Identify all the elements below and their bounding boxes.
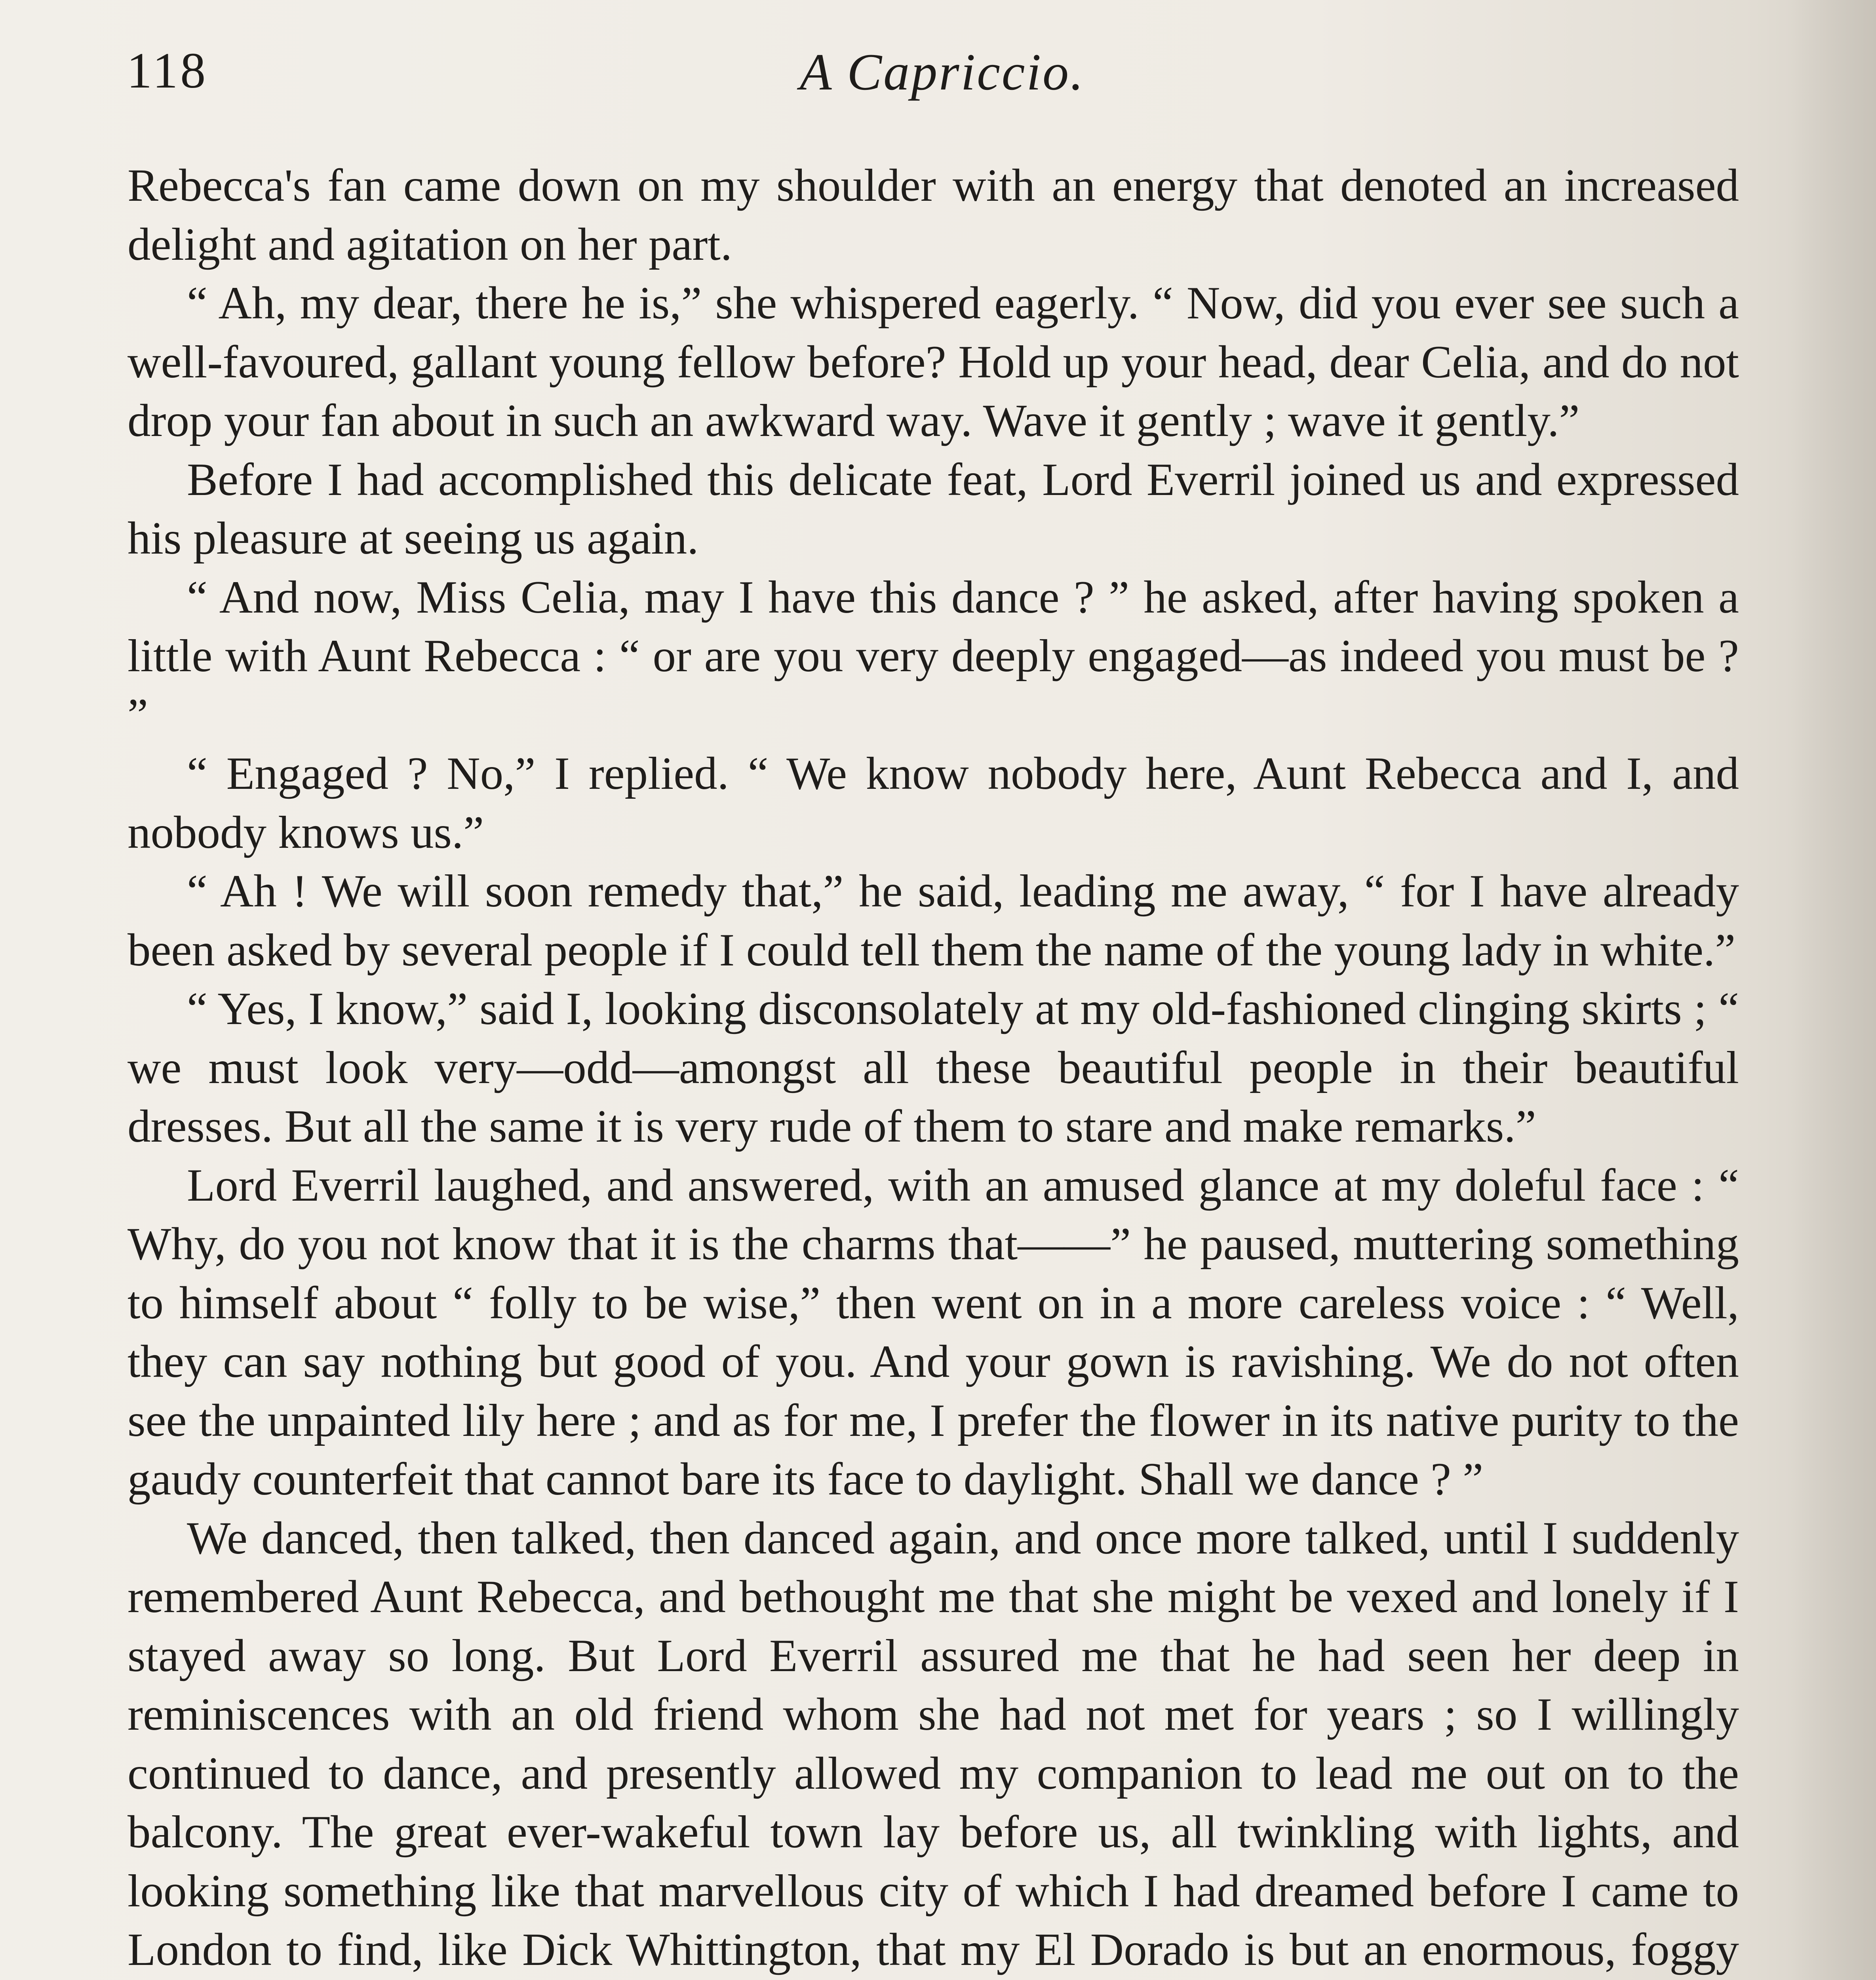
paragraph: “ Engaged ? No,” I replied. “ We know nobody here, Aunt Rebecca and I, and nobody knows us.” bbox=[127, 748, 1739, 858]
paragraph: We danced, then talked, then danced again, and once more talked, until I suddenly remembered Aunt Rebecca, and bethought me that she might be vexed and lonely if I stayed away so long. But Lord Everril assured me that he had seen her deep in reminiscences with an old friend whom she had not met for years ; so I willingly continued to dance, and presently allowed my companion to lead me out on to the balcony. The great ever-wakeful town lay before us, all twinkling with lights, and looking something like that marvellous city of which I had dreamed before I came to London to find, like Dick Whittington, that my El Dorado is but an enormous, foggy bbox=[127, 1512, 1739, 1975]
paragraph: “ And now, Miss Celia, may I have this dance ? ” he asked, after having spoken a little with Aunt Rebecca : “ or are you very deeply engaged—as indeed you must be ? ” bbox=[127, 571, 1739, 741]
page-gutter-shadow bbox=[1790, 0, 1876, 1980]
body-text bbox=[127, 156, 1739, 1980]
paragraph: “ Ah ! We will soon remedy that,” he said, leading me away, “ for I have already been asked by several people if I could tell them the name of the young lady in white.” bbox=[127, 866, 1739, 976]
paragraph: “ Yes, I know,” said I, looking disconsolately at my old-fashioned clinging skirts ; “ we must look very—odd—amongst all these beautiful people in their beautiful dresses. But all the same it is very rude of them to stare and make remarks.” bbox=[127, 983, 1739, 1152]
paragraph: “ Ah, my dear, there he is,” she whispered eagerly. “ Now, did you ever see such a well-favoured, gallant young fellow before? Hold up your head, dear Celia, and do not drop your fan about in such an awkward way. Wave it gently ; wave it gently.” bbox=[127, 278, 1739, 446]
running-head bbox=[127, 42, 1758, 109]
paragraph: Before I had accomplished this delicate feat, Lord Everril joined us and expressed his pleasure at seeing us again. bbox=[127, 454, 1739, 564]
paragraph: Lord Everril laughed, and answered, with an amused glance at my doleful face : “ Why, do you not know that it is the charms that——” he paused, muttering something to himself about “ folly to be wise,” then went on in a more careless voice : “ Well, they can say nothing but good of you. And your gown is ravishing. We do not often see the unpainted lily here ; and as for me, I prefer the flower in its native purity to the gaudy counterfeit that cannot bare its face to daylight. Shall we dance ? ” bbox=[127, 1159, 1739, 1505]
page-number: 118 bbox=[127, 42, 208, 99]
running-title: A Capriccio. bbox=[799, 43, 1085, 101]
paragraph: Rebecca's fan came down on my shoulder with an energy that denoted an increased delight and agitation on her part. bbox=[127, 160, 1739, 270]
